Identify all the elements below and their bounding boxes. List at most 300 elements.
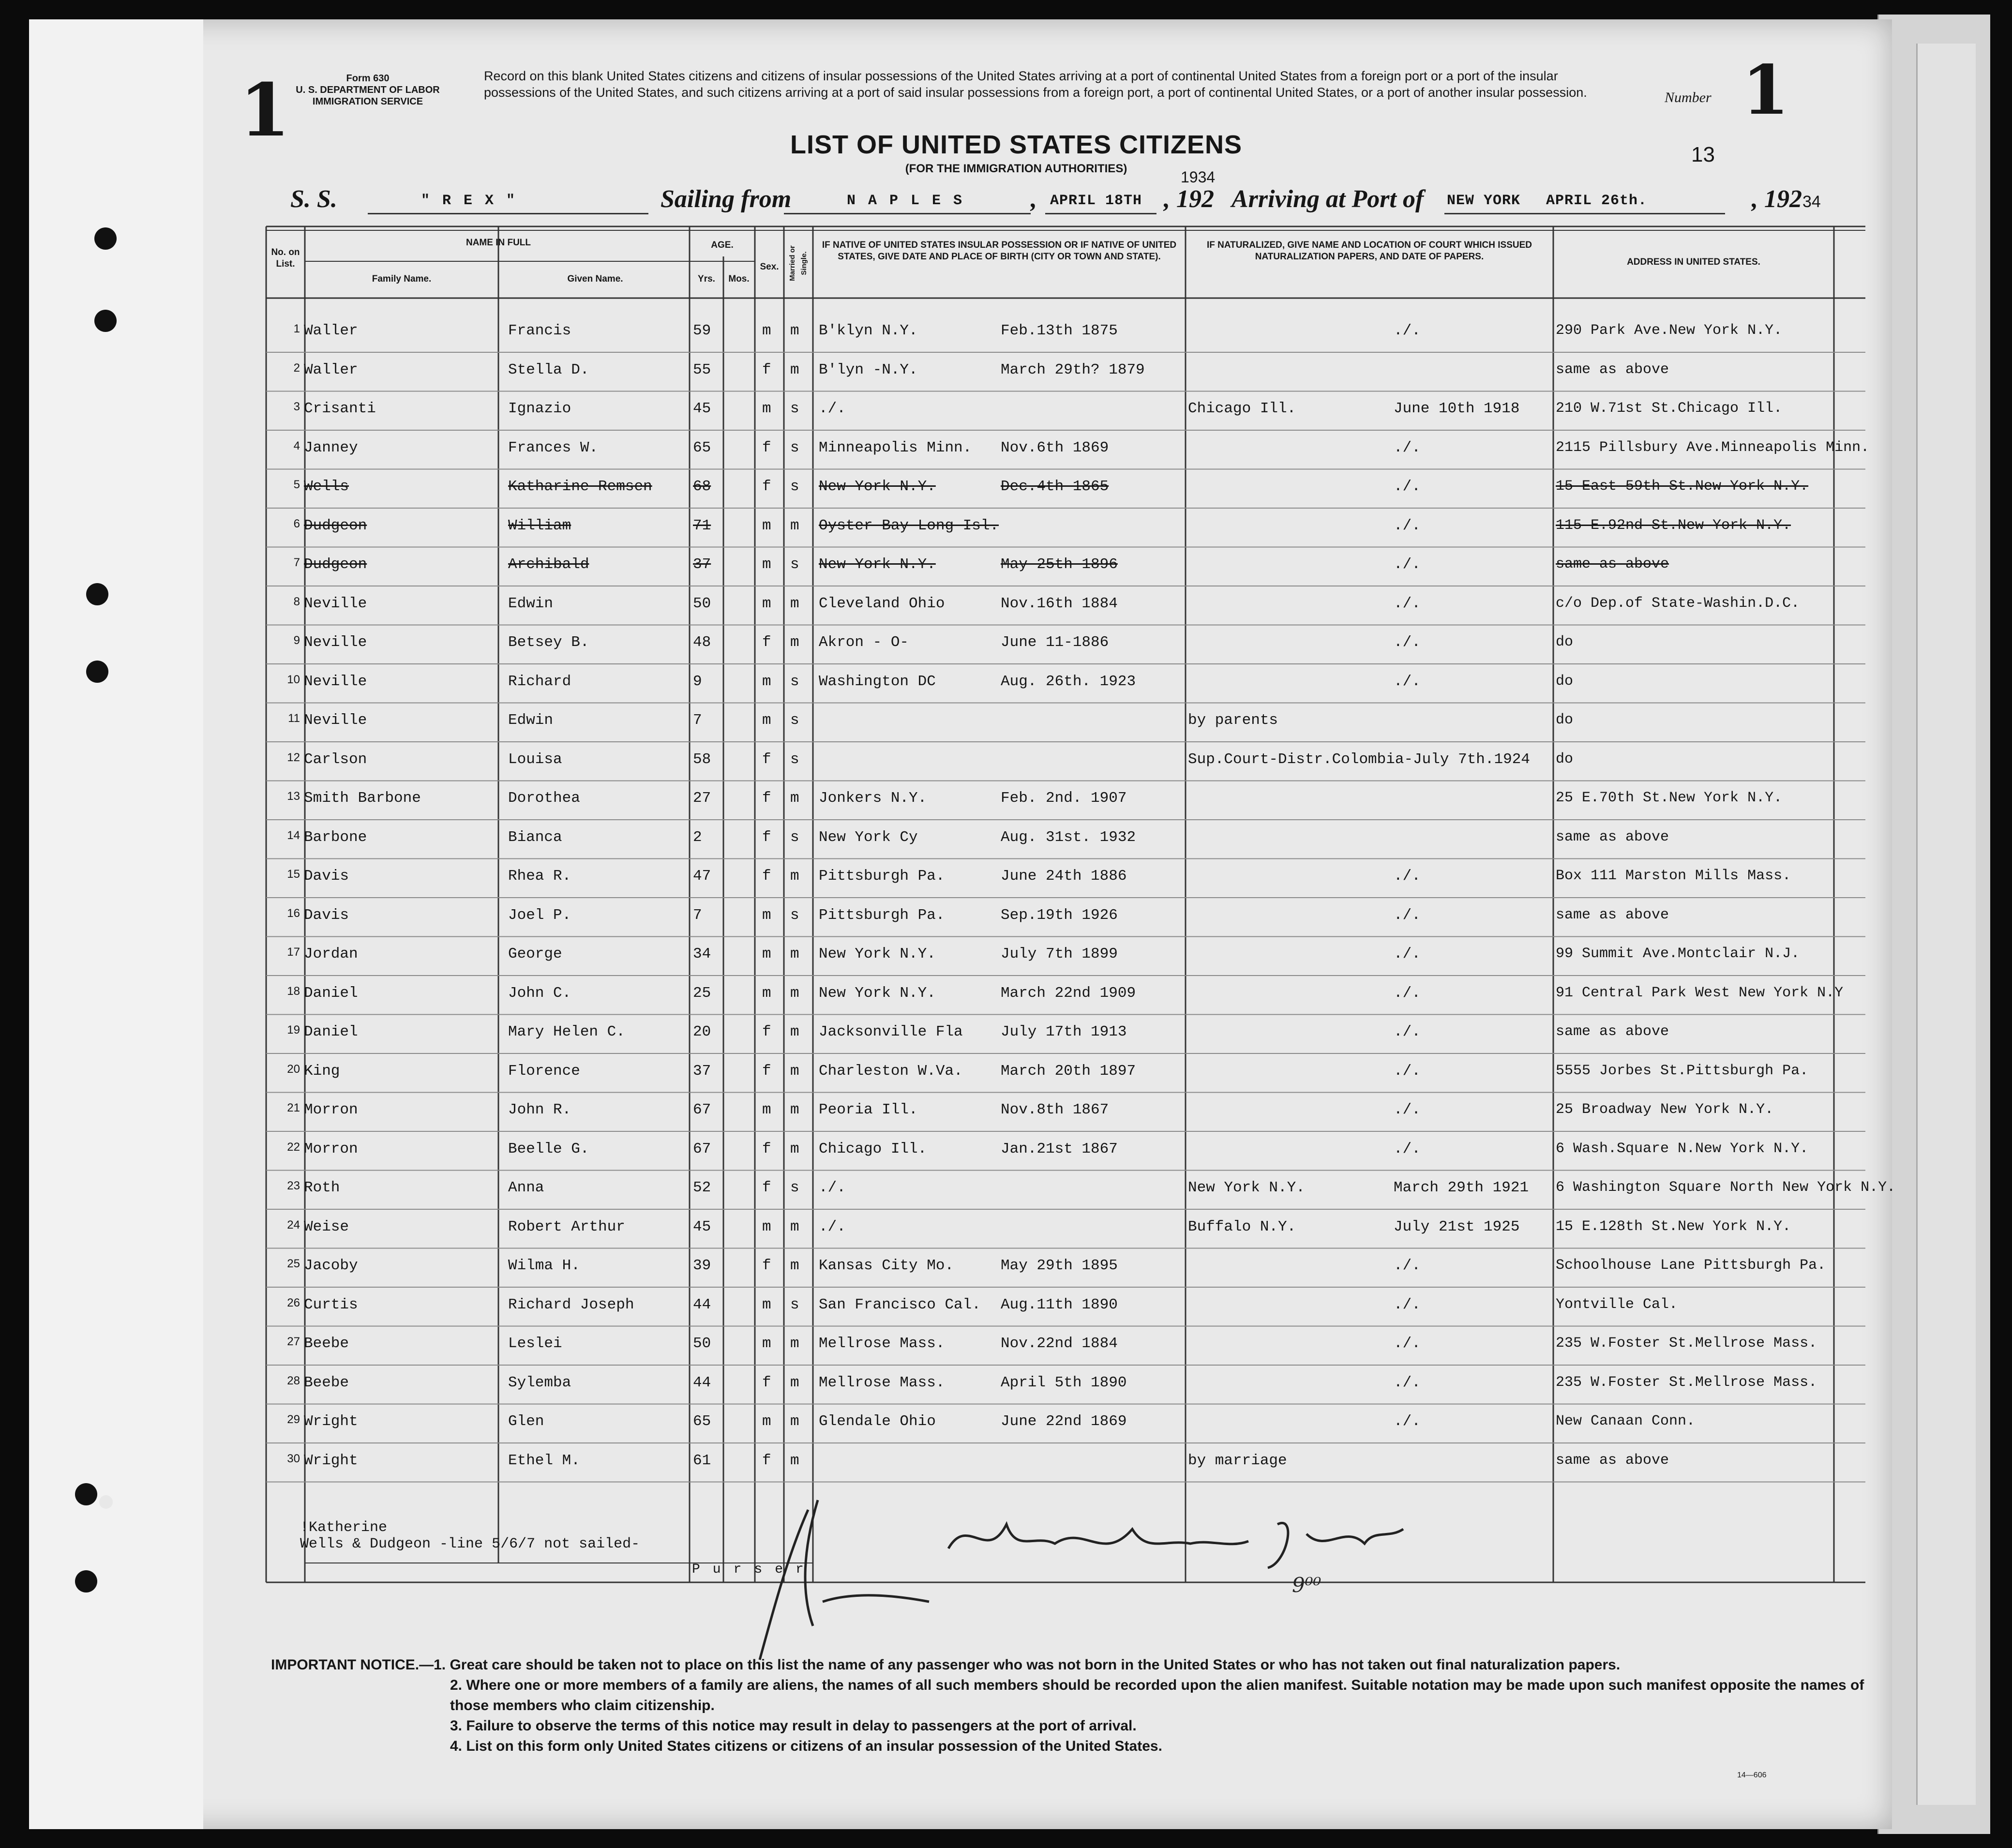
sailing-from-label: Sailing from: [661, 185, 792, 213]
sex-cell: m: [762, 1218, 771, 1235]
given-name-cell: Sylemba: [508, 1374, 571, 1391]
sex-cell: f: [762, 868, 771, 885]
naturalization-date-cell: ./.: [1394, 478, 1421, 495]
marital-status-cell: s: [790, 1296, 799, 1313]
sex-cell: f: [762, 439, 771, 456]
age-cell: 50: [693, 595, 711, 612]
birth-date-cell: Nov.6th 1869: [1001, 439, 1109, 456]
given-name-cell: Leslei: [508, 1335, 562, 1352]
birth-date-cell: March 20th 1897: [1001, 1062, 1136, 1080]
punch-hole: [75, 1483, 97, 1505]
birth-date-cell: Sep.19th 1926: [1001, 906, 1118, 924]
address-cell: same as above: [1556, 906, 1669, 923]
address-cell: Yontville Cal.: [1556, 1296, 1678, 1313]
birth-place-cell: Pittsburgh Pa.: [819, 906, 945, 924]
given-name-cell: Edwin: [508, 595, 554, 612]
age-cell: 65: [693, 1413, 711, 1430]
sex-cell: m: [762, 1413, 771, 1430]
naturalization-date-cell: ./.: [1394, 439, 1421, 456]
given-name-cell: William: [508, 517, 571, 534]
naturalization-court-cell: New York N.Y.: [1188, 1179, 1305, 1196]
given-name-cell: Ignazio: [508, 400, 571, 417]
row-number: 13: [287, 790, 300, 803]
notice-code: 14—606: [1737, 1771, 1767, 1779]
age-cell: 25: [693, 984, 711, 1002]
comma: ,: [1031, 185, 1037, 213]
age-cell: 20: [693, 1023, 711, 1040]
row-number: 20: [287, 1062, 300, 1076]
family-name-cell: Neville: [304, 673, 367, 690]
naturalization-date-cell: ./.: [1394, 946, 1421, 962]
naturalization-date-cell: ./.: [1394, 1062, 1421, 1080]
row-number: 4: [293, 439, 300, 452]
age-cell: 44: [693, 1374, 711, 1391]
birth-place-cell: New York N.Y.: [819, 946, 936, 962]
given-name-cell: John R.: [508, 1101, 571, 1118]
marital-status-cell: m: [790, 1335, 799, 1352]
sex-cell: m: [762, 673, 771, 690]
col-family-name: Family Name.: [372, 274, 432, 284]
sex-cell: f: [762, 828, 771, 846]
sex-cell: f: [762, 1257, 771, 1274]
not-sailed-note: !Katherine Wells & Dudgeon -line 5/6/7 not sailed-: [300, 1519, 640, 1552]
family-name-cell: Carlson: [304, 751, 367, 768]
row-number: 25: [287, 1257, 300, 1270]
address-cell: same as above: [1556, 361, 1669, 378]
col-birth: IF NATIVE OF UNITED STATES INSULAR POSSESSION OR IF NATIVE OF UNITED STATES, GIVE DATE AND PLACE OF BIRTH (CITY OR TOWN AND STATE).: [822, 240, 1177, 262]
address-cell: New Canaan Conn.: [1556, 1413, 1696, 1429]
naturalization-court-cell: by parents: [1188, 712, 1278, 729]
given-name-cell: Robert Arthur: [508, 1218, 625, 1235]
address-cell: 15 East 59th St.New York N.Y.: [1556, 478, 1809, 495]
sex-cell: f: [762, 751, 771, 768]
arrive-date: APRIL 26th.: [1546, 193, 1648, 209]
year2-written: 34: [1802, 193, 1821, 211]
year-written: 1934: [1181, 168, 1216, 186]
birth-place-cell: Oyster Bay Long Isl.: [819, 517, 999, 534]
birth-date-cell: June 22nd 1869: [1001, 1413, 1127, 1430]
marital-status-cell: s: [790, 712, 799, 729]
birth-date-cell: April 5th 1890: [1001, 1374, 1127, 1391]
list-subtitle: (FOR THE IMMIGRATION AUTHORITIES): [905, 162, 1127, 175]
address-cell: Schoolhouse Lane Pittsburgh Pa.: [1556, 1257, 1826, 1274]
list-number-stamp: 1: [240, 68, 290, 153]
marital-status-cell: m: [790, 595, 799, 612]
sex-cell: f: [762, 361, 771, 378]
sex-cell: f: [762, 478, 771, 495]
family-name-cell: Davis: [304, 868, 349, 885]
birth-place-cell: Minneapolis Minn.: [819, 439, 972, 456]
family-name-cell: Morron: [304, 1101, 358, 1118]
family-name-cell: Waller: [304, 322, 358, 339]
address-cell: 235 W.Foster St.Mellrose Mass.: [1556, 1374, 1817, 1391]
marital-status-cell: m: [790, 1062, 799, 1080]
sex-cell: m: [762, 1335, 771, 1352]
marital-status-cell: s: [790, 1179, 799, 1196]
address-cell: 91 Central Park West New York N.Y: [1556, 984, 1844, 1001]
family-name-cell: Crisanti: [304, 400, 376, 417]
birth-date-cell: June 11-1886: [1001, 634, 1109, 651]
birth-date-cell: Nov.8th 1867: [1001, 1101, 1109, 1118]
age-cell: 45: [693, 1218, 711, 1235]
family-name-cell: Neville: [304, 595, 367, 612]
number-value: 1: [1742, 51, 1789, 130]
punch-hole: [94, 310, 117, 332]
row-number: 11: [288, 712, 300, 725]
naturalization-date-cell: ./.: [1394, 1413, 1421, 1430]
given-name-cell: Bianca: [508, 828, 562, 846]
given-name-cell: Rhea R.: [508, 868, 571, 885]
naturalization-date-cell: ./.: [1394, 868, 1421, 885]
birth-date-cell: Nov.22nd 1884: [1001, 1335, 1118, 1352]
marital-status-cell: m: [790, 1257, 799, 1274]
sex-cell: m: [762, 946, 771, 962]
sex-cell: f: [762, 790, 771, 807]
marital-status-cell: m: [790, 1374, 799, 1391]
address-cell: 235 W.Foster St.Mellrose Mass.: [1556, 1335, 1817, 1352]
birth-date-cell: Dec.4th 1865: [1001, 478, 1109, 495]
row-number: 24: [287, 1218, 300, 1232]
col-address: ADDRESS IN UNITED STATES.: [1627, 257, 1760, 267]
naturalization-court-cell: Chicago Ill.: [1188, 400, 1296, 417]
row-number: 10: [287, 673, 300, 686]
sex-cell: f: [762, 634, 771, 651]
marital-status-cell: m: [790, 1218, 799, 1235]
birth-place-cell: New York Cy: [819, 828, 918, 846]
naturalization-court-cell: Buffalo N.Y.: [1188, 1218, 1296, 1235]
family-name-cell: Wells: [304, 478, 349, 495]
age-cell: 55: [693, 361, 711, 378]
row-number: 22: [287, 1140, 300, 1154]
birth-place-cell: Washington DC: [819, 673, 936, 690]
sex-cell: f: [762, 1374, 771, 1391]
inspector-signature: [939, 1495, 1423, 1602]
sex-cell: m: [762, 400, 771, 417]
family-name-cell: King: [304, 1062, 340, 1080]
sex-cell: f: [762, 1140, 771, 1157]
naturalization-date-cell: ./.: [1394, 517, 1421, 534]
naturalization-date-cell: ./.: [1394, 1374, 1421, 1391]
port-from-underline: [784, 213, 1031, 214]
family-name-cell: Dudgeon: [304, 517, 367, 534]
address-cell: 5555 Jorbes St.Pittsburgh Pa.: [1556, 1062, 1809, 1079]
birth-place-cell: New York N.Y.: [819, 478, 936, 495]
given-name-cell: Mary Helen C.: [508, 1023, 625, 1040]
sex-cell: f: [762, 1179, 771, 1196]
list-title: LIST OF UNITED STATES CITIZENS: [790, 130, 1242, 159]
sex-cell: f: [762, 1062, 771, 1080]
col-age: AGE.: [711, 240, 734, 250]
address-cell: do: [1556, 751, 1574, 767]
given-name-cell: Katharine Remsen: [508, 478, 652, 495]
age-cell: 9: [693, 673, 702, 690]
naturalization-date-cell: ./.: [1394, 322, 1421, 339]
row-number: 17: [287, 946, 300, 959]
notice-item-2: 2. Where one or more members of a family are aliens, the names of all such members should be recorded upon the alien manifest. Suitable notation may be made upon such manifest opposite the names of those members who claim citizenship.: [450, 1677, 1864, 1713]
page-number: 13: [1691, 143, 1715, 166]
naturalization-date-cell: ./.: [1394, 1257, 1421, 1274]
naturalization-date-cell: ./.: [1394, 634, 1421, 651]
sex-cell: f: [762, 1452, 771, 1469]
sail-date-underline: [1045, 213, 1156, 214]
naturalization-date-cell: ./.: [1394, 906, 1421, 924]
punch-hole: [94, 227, 117, 250]
age-cell: 45: [693, 400, 711, 417]
family-name-cell: Beebe: [304, 1335, 349, 1352]
marital-status-cell: m: [790, 322, 799, 339]
address-cell: 2115 Pillsbury Ave.Minneapolis Minn.: [1556, 439, 1870, 456]
naturalization-date-cell: ./.: [1394, 1296, 1421, 1313]
given-name-cell: Richard Joseph: [508, 1296, 634, 1313]
age-cell: 52: [693, 1179, 711, 1196]
family-name-cell: Barbone: [304, 828, 367, 846]
service-name: IMMIGRATION SERVICE: [312, 96, 423, 107]
given-name-cell: Archibald: [508, 556, 589, 573]
birth-place-cell: Mellrose Mass.: [819, 1335, 945, 1352]
birth-place-cell: ./.: [819, 400, 846, 417]
birth-place-cell: Jonkers N.Y.: [819, 790, 927, 807]
address-cell: 25 Broadway New York N.Y.: [1556, 1101, 1774, 1118]
age-cell: 59: [693, 322, 711, 339]
naturalization-date-cell: ./.: [1394, 1335, 1421, 1352]
address-cell: 99 Summit Ave.Montclair N.J.: [1556, 946, 1800, 962]
naturalization-court-cell: Sup.Court-Distr.Colombia-July 7th.1924: [1188, 751, 1530, 768]
naturalization-date-cell: ./.: [1394, 1023, 1421, 1040]
sex-cell: m: [762, 595, 771, 612]
form-instructions: Record on this blank United States citizens and citizens of insular possessions of the United States arriving at a port of continental United States from a foreign port or a port of the insular possessions of the United States, and such citizens arriving at a port of said insular possessions from a foreign port, a port of continental United States, or a port of another insular possession.: [484, 69, 1587, 100]
marital-status-cell: m: [790, 1023, 799, 1040]
row-number: 9: [293, 634, 300, 647]
address-cell: 25 E.70th St.New York N.Y.: [1556, 790, 1783, 806]
notice-item-3: 3. Failure to observe the terms of this notice may result in delay to passengers at the port of arrival.: [450, 1718, 1137, 1734]
row-number: 5: [293, 478, 300, 491]
family-name-cell: Smith Barbone: [304, 790, 421, 807]
age-cell: 67: [693, 1101, 711, 1118]
birth-place-cell: ./.: [819, 1218, 846, 1235]
marital-status-cell: s: [790, 673, 799, 690]
birth-date-cell: Feb. 2nd. 1907: [1001, 790, 1127, 807]
birth-place-cell: Akron - O-: [819, 634, 909, 651]
address-cell: 15 E.128th St.New York N.Y.: [1556, 1218, 1791, 1235]
given-name-cell: Beelle G.: [508, 1140, 589, 1157]
birth-date-cell: May 29th 1895: [1001, 1257, 1118, 1274]
naturalization-date-cell: ./.: [1394, 1101, 1421, 1118]
row-number: 7: [293, 556, 300, 569]
row-number: 28: [287, 1374, 300, 1387]
col-sex: Sex.: [760, 262, 779, 272]
naturalization-date-cell: July 21st 1925: [1394, 1218, 1520, 1235]
ship-underline: [368, 213, 648, 214]
birth-place-cell: Cleveland Ohio: [819, 595, 945, 612]
back-page-edge-2: [1916, 44, 1976, 1805]
given-name-cell: Wilma H.: [508, 1257, 580, 1274]
marital-status-cell: s: [790, 751, 799, 768]
sex-cell: m: [762, 517, 771, 534]
age-cell: 65: [693, 439, 711, 456]
family-name-cell: Jordan: [304, 946, 358, 962]
birth-place-cell: B'klyn N.Y.: [819, 322, 918, 339]
age-cell: 39: [693, 1257, 711, 1274]
age-cell: 7: [693, 712, 702, 729]
birth-date-cell: July 17th 1913: [1001, 1023, 1127, 1040]
age-cell: 50: [693, 1335, 711, 1352]
birth-place-cell: New York N.Y.: [819, 984, 936, 1002]
address-cell: same as above: [1556, 1023, 1669, 1040]
row-number: 14: [287, 828, 300, 842]
row-number: 6: [293, 517, 300, 530]
given-name-cell: Edwin: [508, 712, 554, 729]
address-cell: 115 E.92nd St.New York N.Y.: [1556, 517, 1791, 534]
naturalization-court-cell: by marriage: [1188, 1452, 1287, 1469]
address-cell: same as above: [1556, 828, 1669, 845]
birth-date-cell: March 22nd 1909: [1001, 984, 1136, 1002]
port-to-underline: [1444, 213, 1725, 214]
birth-date-cell: Aug. 26th. 1923: [1001, 673, 1136, 690]
marital-status-cell: m: [790, 634, 799, 651]
row-number: 19: [287, 1023, 300, 1037]
age-cell: 44: [693, 1296, 711, 1313]
family-name-cell: Daniel: [304, 984, 358, 1002]
family-name-cell: Davis: [304, 906, 349, 924]
sex-cell: m: [762, 556, 771, 573]
number-label: Number: [1665, 90, 1712, 105]
marital-status-cell: s: [790, 906, 799, 924]
family-name-cell: Neville: [304, 712, 367, 729]
family-name-cell: Janney: [304, 439, 358, 456]
age-cell: 67: [693, 1140, 711, 1157]
age-cell: 47: [693, 868, 711, 885]
marital-status-cell: m: [790, 984, 799, 1002]
row-number: 8: [293, 595, 300, 608]
birth-place-cell: Kansas City Mo.: [819, 1257, 954, 1274]
row-number: 2: [293, 361, 300, 375]
naturalization-date-cell: ./.: [1394, 984, 1421, 1002]
naturalization-date-cell: ./.: [1394, 673, 1421, 690]
marital-status-cell: m: [790, 517, 799, 534]
family-name-cell: Morron: [304, 1140, 358, 1157]
given-name-cell: Anna: [508, 1179, 544, 1196]
age-cell: 2: [693, 828, 702, 846]
row-number: 1: [293, 322, 300, 335]
address-cell: 290 Park Ave.New York N.Y.: [1556, 322, 1783, 339]
row-number: 29: [287, 1413, 300, 1426]
marital-status-cell: m: [790, 946, 799, 962]
notice-line-1: [271, 1655, 1868, 1675]
birth-place-cell: Mellrose Mass.: [819, 1374, 945, 1391]
family-name-cell: Waller: [304, 361, 358, 378]
birth-date-cell: Feb.13th 1875: [1001, 322, 1118, 339]
marital-status-cell: s: [790, 828, 799, 846]
address-cell: do: [1556, 673, 1574, 690]
naturalization-date-cell: June 10th 1918: [1394, 400, 1520, 417]
col-age-mos: Mos.: [728, 274, 750, 284]
given-name-cell: Richard: [508, 673, 571, 690]
sex-cell: m: [762, 984, 771, 1002]
age-cell: 48: [693, 634, 711, 651]
birth-place-cell: B'lyn -N.Y.: [819, 361, 918, 378]
given-name-cell: Dorothea: [508, 790, 580, 807]
punch-hole: [99, 1495, 113, 1509]
birth-place-cell: Glendale Ohio: [819, 1413, 936, 1430]
marital-status-cell: s: [790, 556, 799, 573]
birth-date-cell: Aug. 31st. 1932: [1001, 828, 1136, 846]
marital-status-cell: m: [790, 790, 799, 807]
year2-printed: , 192: [1752, 185, 1802, 213]
birth-place-cell: San Francisco Cal.: [819, 1296, 981, 1313]
row-number: 30: [287, 1452, 300, 1465]
age-cell: 71: [693, 517, 711, 534]
naturalization-date-cell: March 29th 1921: [1394, 1179, 1529, 1196]
row-number: 27: [287, 1335, 300, 1348]
address-cell: c/o Dep.of State-Washin.D.C.: [1556, 595, 1800, 612]
age-cell: 61: [693, 1452, 711, 1469]
family-name-cell: Jacoby: [304, 1257, 358, 1274]
age-cell: 27: [693, 790, 711, 807]
sex-cell: m: [762, 1101, 771, 1118]
given-name-cell: Ethel M.: [508, 1452, 580, 1469]
port-to: NEW YORK: [1447, 193, 1521, 209]
marital-status-cell: m: [790, 868, 799, 885]
sex-cell: m: [762, 712, 771, 729]
col-given-name: Given Name.: [567, 274, 623, 284]
family-name-cell: Daniel: [304, 1023, 358, 1040]
address-cell: Box 111 Marston Mills Mass.: [1556, 868, 1791, 884]
ship-name: " R E X ": [421, 193, 517, 209]
age-cell: 68: [693, 478, 711, 495]
col-name-in-full: NAME IN FULL: [465, 238, 531, 248]
age-cell: 58: [693, 751, 711, 768]
col-no-on-list: No. on List.: [271, 247, 300, 269]
port-from: N A P L E S: [847, 193, 964, 209]
ss-label: S. S.: [290, 185, 337, 213]
birth-date-cell: Jan.21st 1867: [1001, 1140, 1118, 1157]
col-naturalized: IF NATURALIZED, GIVE NAME AND LOCATION OF COURT WHICH ISSUED NATURALIZATION PAPERS, AND DATE OF PAPERS.: [1206, 240, 1532, 262]
punch-hole: [86, 661, 108, 683]
department-name: U. S. DEPARTMENT OF LABOR: [296, 85, 440, 95]
arriving-label: Arriving at Port of: [1231, 185, 1424, 213]
birth-place-cell: Pittsburgh Pa.: [819, 868, 945, 885]
year2-printed-value: 192: [1764, 185, 1802, 213]
sex-cell: f: [762, 1023, 771, 1040]
given-name-cell: George: [508, 946, 562, 962]
marital-status-cell: m: [790, 1140, 799, 1157]
sail-date: APRIL 18TH: [1050, 193, 1142, 209]
form-number: Form 630: [346, 73, 390, 84]
birth-date-cell: Aug.11th 1890: [1001, 1296, 1118, 1313]
binding-margin: [29, 19, 203, 1829]
sex-cell: m: [762, 322, 771, 339]
family-name-cell: Curtis: [304, 1296, 358, 1313]
given-name-cell: Stella D.: [508, 361, 589, 378]
notice-item-1: —1. Great care should be taken not to place on this list the name of any passenger who was not born in the United States or who has not taken out final naturalization papers.: [419, 1657, 1621, 1673]
marital-status-cell: s: [790, 478, 799, 495]
col-age-yrs: Yrs.: [698, 274, 715, 284]
age-cell: 34: [693, 946, 711, 962]
family-name-cell: Weise: [304, 1218, 349, 1235]
given-name-cell: Louisa: [508, 751, 562, 768]
row-number: 12: [287, 751, 300, 764]
birth-place-cell: Peoria Ill.: [819, 1101, 918, 1118]
birth-date-cell: June 24th 1886: [1001, 868, 1127, 885]
punch-hole: [86, 583, 108, 605]
address-cell: same as above: [1556, 1452, 1669, 1469]
row-number: 23: [287, 1179, 300, 1192]
given-name-cell: Francis: [508, 322, 571, 339]
marital-status-cell: m: [790, 1452, 799, 1469]
age-cell: 37: [693, 1062, 711, 1080]
row-number: 18: [287, 984, 300, 998]
row-number: 15: [287, 868, 300, 881]
